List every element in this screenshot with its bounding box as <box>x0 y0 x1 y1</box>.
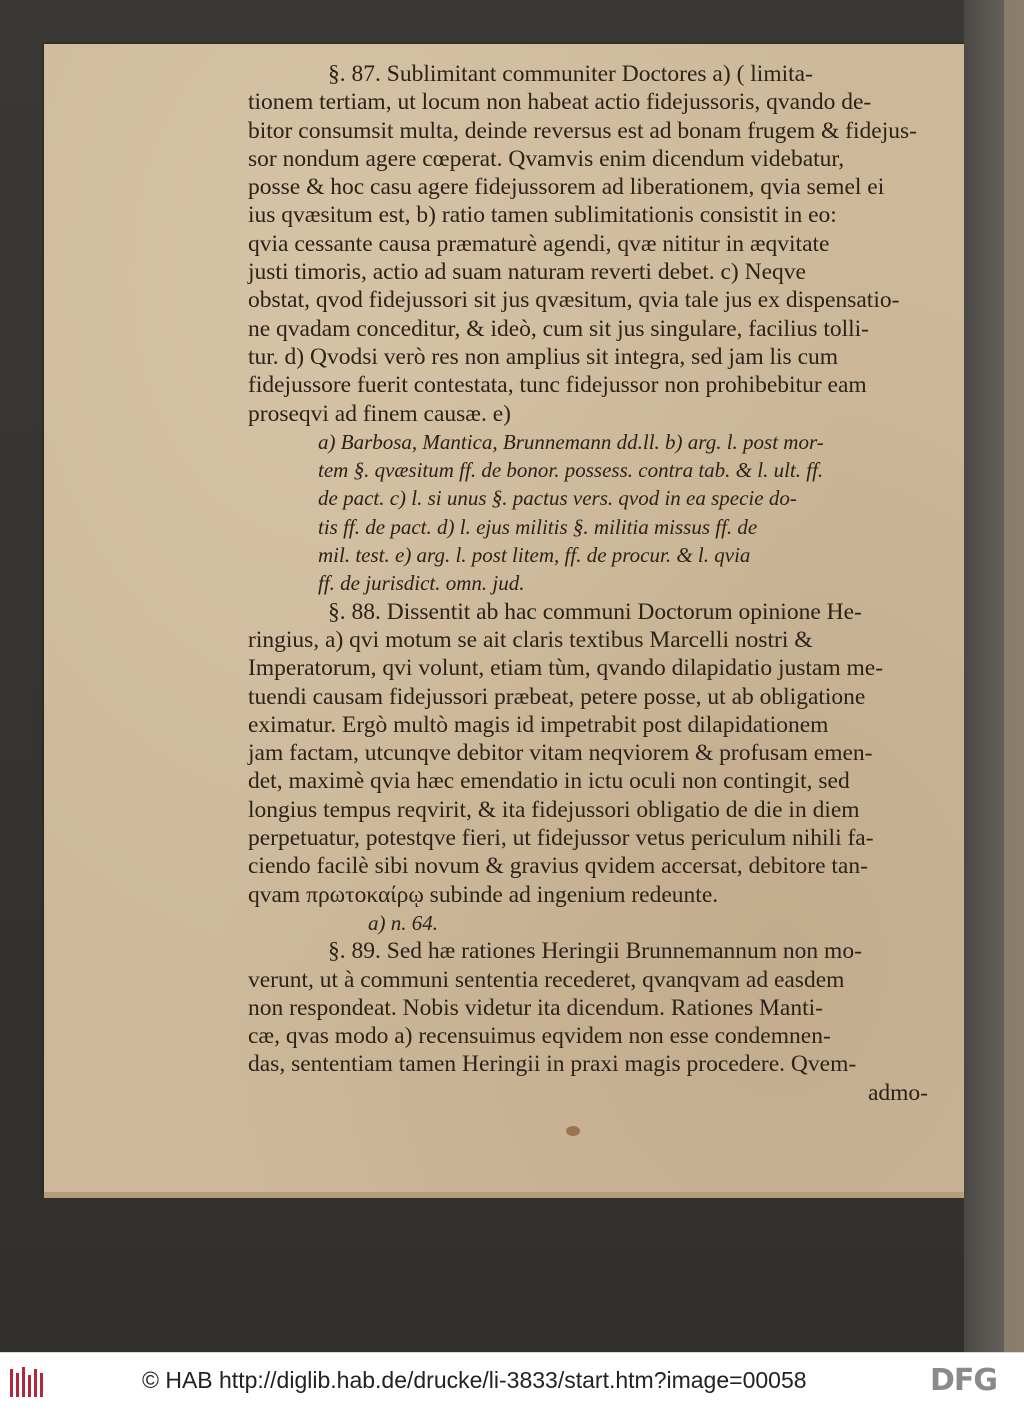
text-line: bitor consumsit multa, deinde reversus est ad bonam frugem & fidejus- <box>248 117 917 144</box>
text-line: tionem tertiam, ut locum non habeat actio fidejussoris, qvando de- <box>248 89 872 116</box>
text-line: das, sententiam tamen Heringii in praxi magis procedere. Qvem- <box>248 1051 857 1078</box>
text-line: verunt, ut à communi sententia recederet, qvanqvam ad easdem <box>248 966 845 993</box>
text-line: cæ, qvas modo a) recensuimus eqvidem non esse condemnen- <box>248 1023 831 1050</box>
text-line: qvia cessante causa præmaturè agendi, qvæ nititur in æqvitate <box>248 230 830 257</box>
footnote-line: mil. test. e) arg. l. post litem, ff. de procur. & l. qvia <box>318 543 751 568</box>
viewer-footer <box>0 1352 1024 1413</box>
facing-page-strip <box>1004 0 1024 1352</box>
dfg-logo: DFG <box>930 1363 998 1398</box>
footnote-line: tis ff. de pact. d) l. ejus militis §. militia missus ff. de <box>318 514 758 539</box>
footnotes-block <box>248 909 928 937</box>
text-line: sor nondum agere cœperat. Qvamvis enim dicendum videbatur, <box>248 145 845 172</box>
text-line: jam factam, utcunqve debitor vitam neqviorem & profusam emen- <box>248 740 873 767</box>
footnote-line: a) n. 64. <box>368 910 438 935</box>
footnote-line: a) Barbosa, Mantica, Brunnemann dd.ll. b) arg. l. post mor- <box>318 429 824 454</box>
text-line: fidejussore fuerit contestata, tunc fidejussor non prohibebitur eam <box>248 372 867 399</box>
text-line: posse & hoc casu agere fidejussorem ad liberationem, qvia semel ei <box>248 174 885 201</box>
footnotes-block <box>248 428 928 598</box>
text-line: ciendo facilè sibi novum & gravius qvidem accersat, debitore tan- <box>248 853 868 880</box>
page-edge <box>44 1192 964 1198</box>
page-text <box>248 60 928 1107</box>
text-line: Imperatorum, qvi volunt, etiam tùm, qvando dilapidatio justam me- <box>248 655 884 682</box>
footnote-line: ff. de jurisdict. omn. jud. <box>318 571 525 596</box>
catchword: admo- <box>867 1079 928 1106</box>
ink-smudge <box>566 1126 580 1136</box>
text-line: tuendi causam fidejussori præbeat, petere posse, ut ab obligatione <box>248 683 866 710</box>
text-line: perpetuatur, potestqve fieri, ut fidejussor vetus periculum nihili fa- <box>248 825 874 852</box>
text-line: §. 87. Sublimitant communiter Doctores a) ( limita- <box>328 61 813 87</box>
text-line: proseqvi ad finem causæ. e) <box>248 400 511 427</box>
text-line: §. 88. Dissentit ab hac communi Doctorum opinione He- <box>328 598 862 625</box>
text-line: tur. d) Qvodsi verò res non amplius sit integra, sed jam lis cum <box>248 343 839 370</box>
text-line: obstat, qvod fidejussori sit jus qvæsitum, qvia tale jus ex dispensatio- <box>248 287 900 314</box>
text-line: §. 89. Sed hæ rationes Heringii Brunnemannum non mo- <box>328 938 862 965</box>
text-line: justi timoris, actio ad suam naturam reverti debet. c) Neqve <box>248 259 806 286</box>
text-line: ius qvæsitum est, b) ratio tamen sublimitationis consistit in eo: <box>248 202 837 229</box>
hab-logo-icon <box>8 1363 48 1403</box>
text-line: qvam πρωτοκαίρῳ subinde ad ingenium redeunte. <box>248 881 719 908</box>
text-line: det, maximè qvia hæc emendatio in ictu oculi non contingit, sed <box>248 768 850 795</box>
text-line: eximatur. Ergò multò magis id impetrabit post dilapidationem <box>248 711 829 738</box>
text-line: non respondeat. Nobis videtur ita dicendum. Rationes Manti- <box>248 994 823 1021</box>
source-link[interactable]: © HAB http://diglib.hab.de/drucke/li-3833/start.htm?image=00058 <box>142 1367 807 1393</box>
footnote-line: de pact. c) l. si unus §. pactus vers. qvod in ea specie do- <box>318 486 797 511</box>
text-line: ne qvadam conceditur, & ideò, cum sit jus singulare, facilius tolli- <box>248 315 870 342</box>
footnote-line: tem §. qvæsitum ff. de bonor. possess. contra tab. & l. ult. ff. <box>318 458 824 483</box>
text-line: ringius, a) qvi motum se ait claris textibus Marcelli nostri & <box>248 626 813 653</box>
text-line: longius tempus reqvirit, & ita fidejussori obligatio de die in diem <box>248 796 860 823</box>
